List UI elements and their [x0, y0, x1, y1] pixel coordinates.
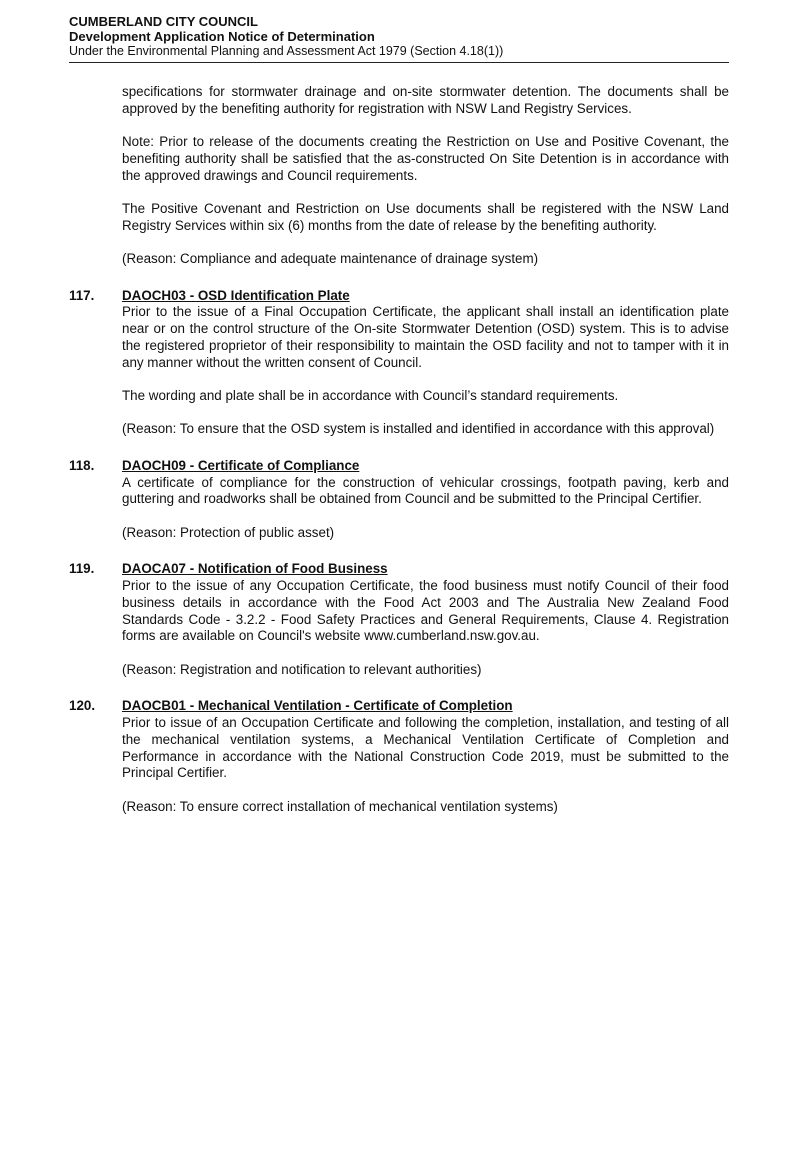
intro-paragraph: specifications for stormwater drainage and on-site stormwater detention. The documents shall be approved by the benefiting authority for registration with NSW Land Registry Services. — [122, 84, 729, 116]
clause-reason: (Reason: To ensure correct installation of mechanical ventilation systems) — [122, 798, 558, 814]
clause-title: DAOCA07 - Notification of Food Business — [122, 561, 388, 577]
clause-119 — [69, 561, 729, 678]
intro-paragraph: Note: Prior to release of the documents creating the Restriction on Use and Positive Covenant, the benefiting authority shall be satisfied that the as-constructed On Site Detention is in accordance with the approved drawings and Council requirements. — [122, 134, 729, 183]
document-title: Development Application Notice of Determination — [69, 29, 375, 44]
clause-number: 117. — [69, 287, 95, 303]
clause-117 — [69, 288, 729, 438]
clause-paragraph: Prior to issue of an Occupation Certificate and following the completion, installation, and testing of all the mechanical ventilation systems, a Mechanical Ventilation Certificate of Completion and Performance in accordance with the National Construction Code 2019, must be submitted to the Principal Certifier. — [122, 715, 729, 781]
act-reference: Under the Environmental Planning and Assessment Act 1979 (Section 4.18(1)) — [69, 44, 504, 58]
clause-number: 120. — [69, 698, 96, 714]
clause-paragraph: A certificate of compliance for the construction of vehicular crossings, footpath paving, kerb and guttering and roadworks shall be obtained from Council and be submitted to the Principal Certifier. — [122, 474, 729, 507]
intro-section — [69, 84, 729, 268]
clause-120 — [69, 698, 729, 815]
clause-paragraph: The wording and plate shall be in accordance with Council’s standard requirements. — [122, 387, 619, 403]
council-name: CUMBERLAND CITY COUNCIL — [69, 14, 258, 29]
clause-paragraph: Prior to the issue of a Final Occupation Certificate, the applicant shall install an identification plate near or on the control structure of the On-site Stormwater Detention (OSD) system. This is to advise the registered proprietor of their responsibility to maintain the OSD facility and not to tamper with it in any manner without the written consent of Council. — [122, 304, 729, 370]
page-header — [69, 14, 729, 59]
header-divider — [69, 62, 729, 63]
document-body — [69, 84, 729, 832]
clause-118 — [69, 458, 729, 542]
clause-title: DAOCH09 - Certificate of Compliance — [122, 457, 360, 473]
clause-number: 119. — [69, 561, 95, 577]
clause-title: DAOCB01 - Mechanical Ventilation - Certificate of Completion — [122, 698, 513, 714]
clause-reason: (Reason: To ensure that the OSD system is installed and identified in accordance with this approval) — [122, 421, 715, 437]
intro-paragraph: The Positive Covenant and Restriction on Use documents shall be registered with the NSW Land Registry Services within six (6) months from the date of release by the benefiting authority. — [122, 200, 729, 233]
clause-number: 118. — [69, 457, 95, 473]
clause-paragraph: Prior to the issue of any Occupation Certificate, the food business must notify Council of their food business details in accordance with the Food Act 2003 and The Australia New Zealand Food Standards Code - 3.2.2 - Food Safety Practices and General Requirements, Clause 4. Registration forms are available on Council's website www.cumberland.nsw.gov.au. — [122, 578, 729, 644]
clause-reason: (Reason: Protection of public asset) — [122, 524, 335, 540]
intro-reason: (Reason: Compliance and adequate maintenance of drainage system) — [122, 250, 539, 266]
clause-title: DAOCH03 - OSD Identification Plate — [122, 287, 350, 303]
clause-reason: (Reason: Registration and notification to relevant authorities) — [122, 661, 482, 677]
